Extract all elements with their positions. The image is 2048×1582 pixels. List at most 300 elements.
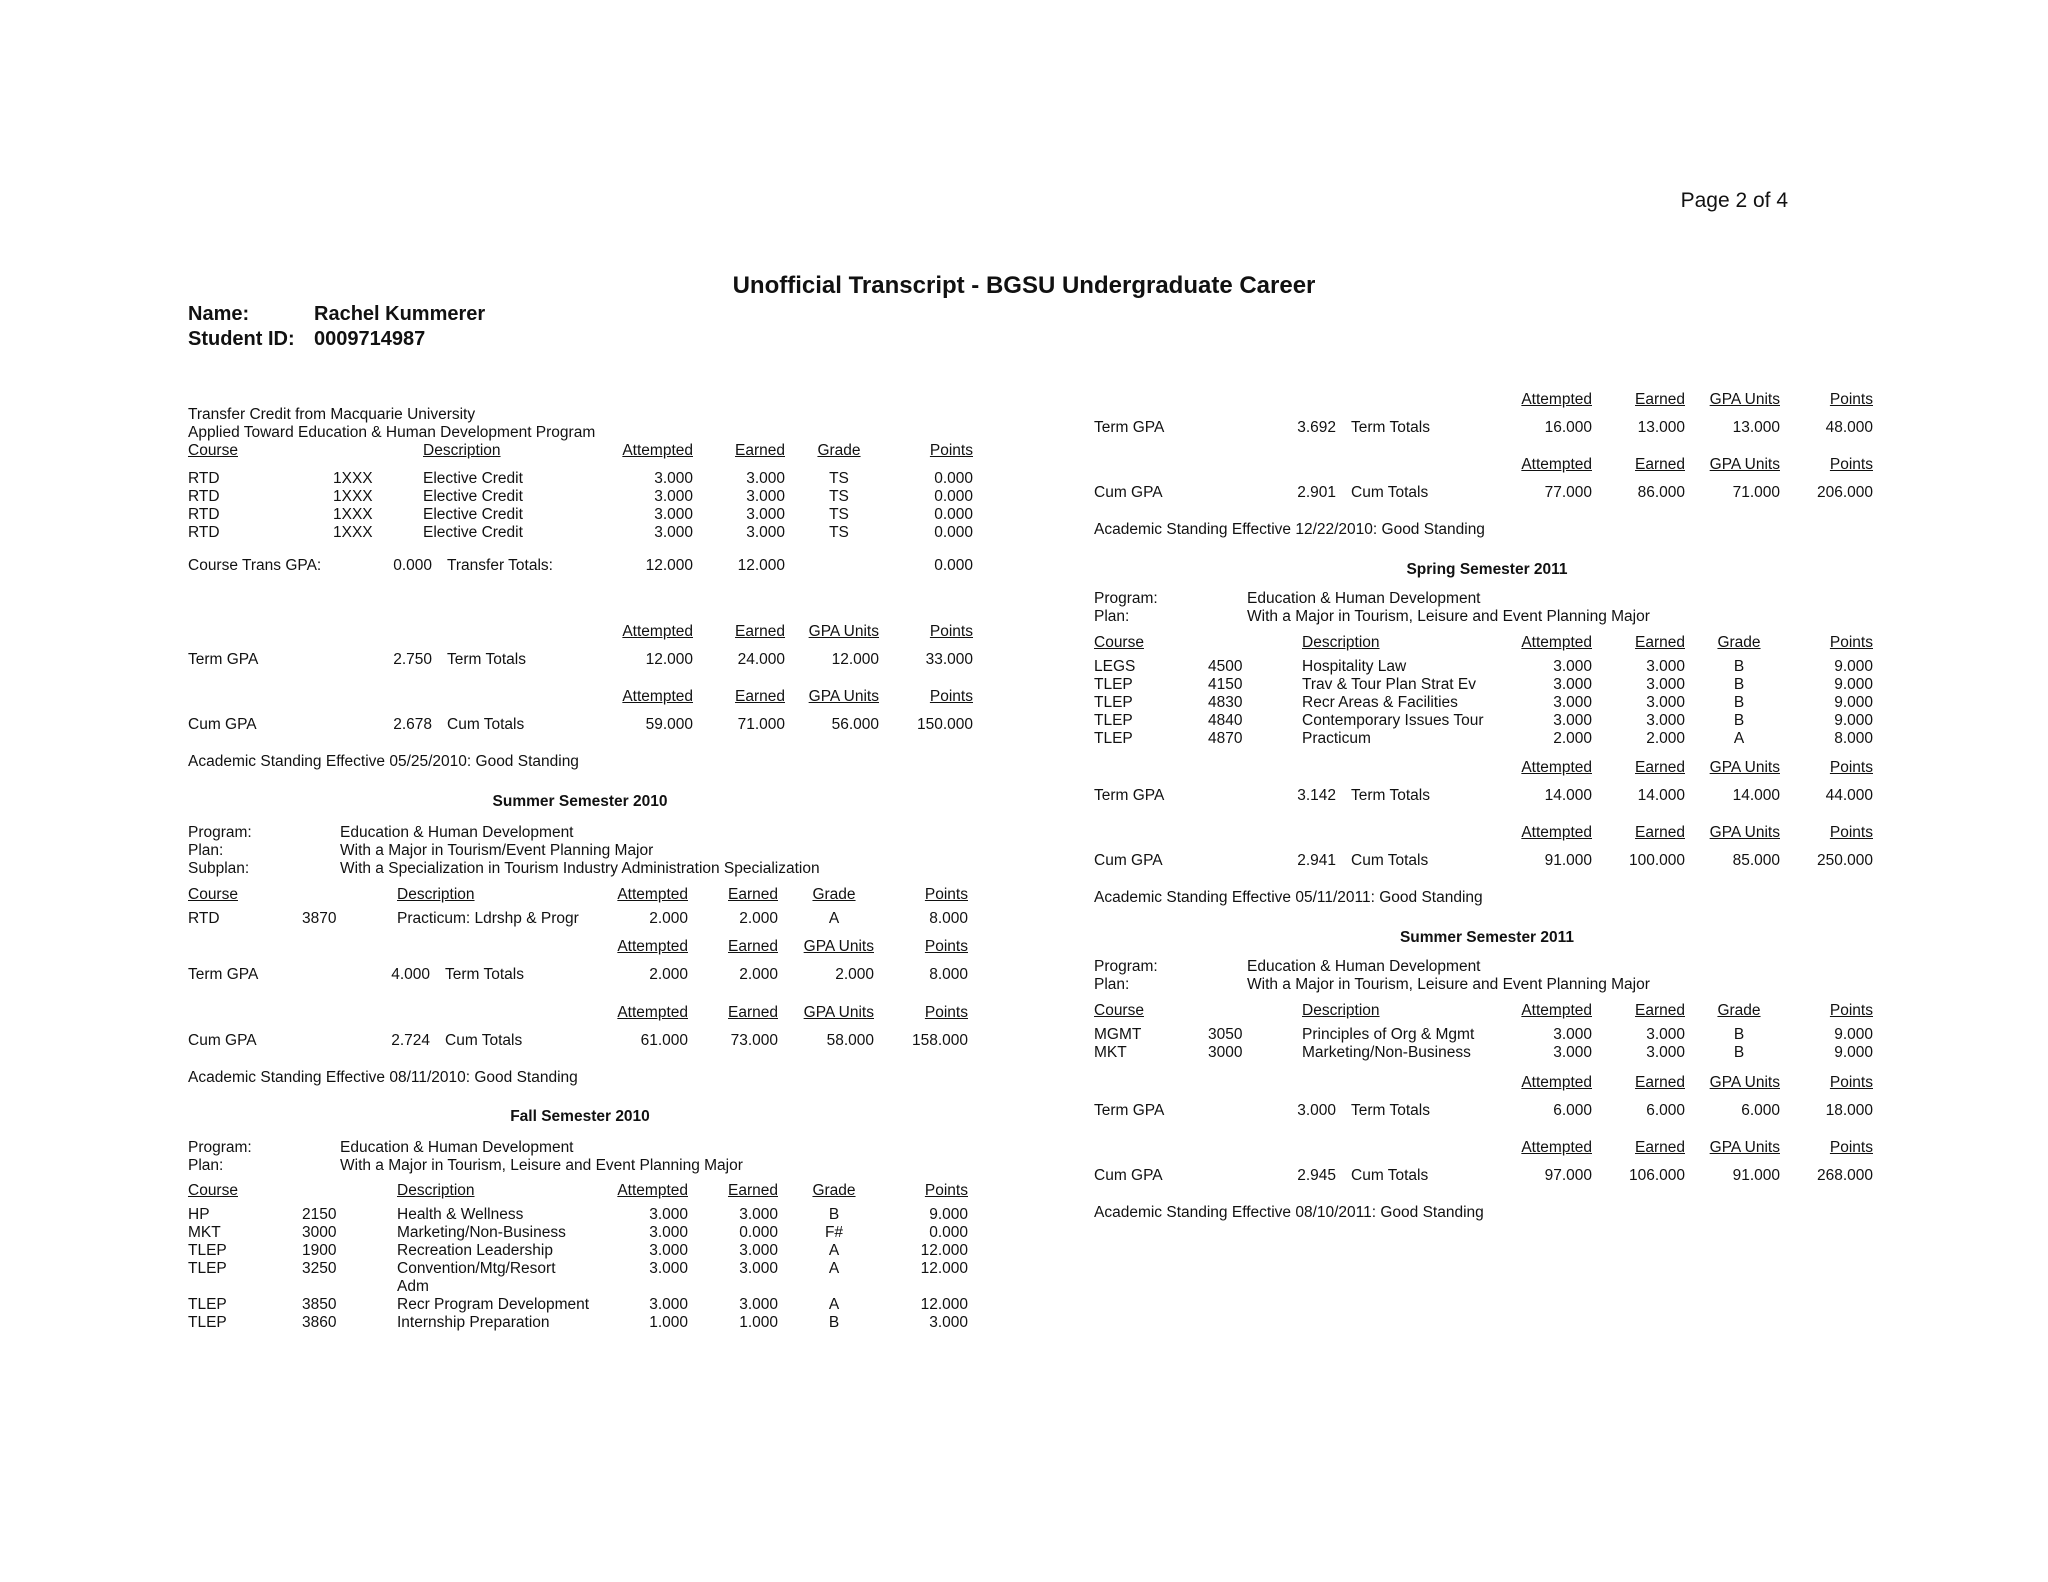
course-points: 9.000 <box>929 1206 968 1223</box>
summer2010-program-label: Program: <box>188 824 252 841</box>
course-description: Marketing/Non-Business <box>1302 1044 1471 1061</box>
course-attempted: 1.000 <box>649 1314 688 1331</box>
spring2011-term-col-gpa-units: GPA Units <box>1709 759 1780 776</box>
transfer-source: Transfer Credit from Macquarie University <box>188 406 476 423</box>
spring2010-cum-attempted: 59.000 <box>645 716 693 733</box>
course-number: 4870 <box>1208 730 1243 747</box>
fall2010-courses-col-course: Course <box>188 1182 238 1199</box>
student-id-label: Student ID: <box>188 328 295 350</box>
transfer-col-course: Course <box>188 442 238 459</box>
course-earned: 3.000 <box>739 1260 778 1277</box>
summer2011-cum-earned: 106.000 <box>1628 1167 1685 1184</box>
summer2011-cum-col-earned: Earned <box>1635 1139 1685 1156</box>
summer2011-courses-col-course: Course <box>1094 1002 1144 1019</box>
summer2011-courses-col-grade: Grade <box>1717 1002 1761 1019</box>
course-description: Practicum: Ldrshp & Progr <box>397 910 579 927</box>
spring2010-term-col-gpa-units: GPA Units <box>808 623 879 640</box>
course-attempted: 3.000 <box>649 1296 688 1313</box>
course-subject: RTD <box>188 524 220 541</box>
summer2011-term-col-earned: Earned <box>1635 1074 1685 1091</box>
course-earned: 3.000 <box>1646 1044 1685 1061</box>
summer2010-courses-col-description: Description <box>397 886 475 903</box>
course-attempted: 3.000 <box>649 1260 688 1277</box>
course-grade: A <box>828 910 840 927</box>
spring2011-term-earned: 14.000 <box>1637 787 1685 804</box>
course-description: Marketing/Non-Business <box>397 1224 566 1241</box>
course-subject: TLEP <box>1094 712 1133 729</box>
course-subject: TLEP <box>188 1242 227 1259</box>
fall2010-program-label: Program: <box>188 1139 252 1156</box>
transfer-points: 0.000 <box>934 557 973 574</box>
name-label: Name: <box>188 303 250 325</box>
course-points: 0.000 <box>934 470 973 487</box>
course-description: Contemporary Issues Tour <box>1302 712 1484 729</box>
transfer-applied: Applied Toward Education & Human Development Program <box>188 424 596 441</box>
course-grade: A <box>828 1260 840 1277</box>
spring2011-courses-col-description: Description <box>1302 634 1380 651</box>
course-points: 0.000 <box>934 488 973 505</box>
fall2010-term-gpa-label: Term GPA <box>1094 419 1165 436</box>
transfer-col-earned: Earned <box>735 442 785 459</box>
fall2010-term-gpa-units: 13.000 <box>1732 419 1780 436</box>
spring2011-cum-earned: 100.000 <box>1628 852 1685 869</box>
spring2010-cum-col-earned: Earned <box>735 688 785 705</box>
course-grade: B <box>1733 676 1745 693</box>
course-earned: 0.000 <box>739 1224 778 1241</box>
spring2010-term-col-attempted: Attempted <box>622 623 693 640</box>
spring2011-term-points: 44.000 <box>1825 787 1873 804</box>
course-description: Elective Credit <box>423 488 523 505</box>
spring2011-cum-col-points: Points <box>1829 824 1873 841</box>
course-number: 3000 <box>302 1224 337 1241</box>
course-number: 4840 <box>1208 712 1243 729</box>
summer2010-term-col-earned: Earned <box>728 938 778 955</box>
summer2011-term-earned: 6.000 <box>1646 1102 1685 1119</box>
fall2010-cum-points: 206.000 <box>1816 484 1873 501</box>
course-earned: 3.000 <box>746 506 785 523</box>
course-points: 9.000 <box>1834 694 1873 711</box>
course-description: Practicum <box>1302 730 1371 747</box>
summer2010-term-col-attempted: Attempted <box>617 938 688 955</box>
spring2011-plan-label: Plan: <box>1094 608 1130 625</box>
spring2010-cum-gpa-label: Cum GPA <box>188 716 257 733</box>
course-number: 4500 <box>1208 658 1243 675</box>
course-subject: MKT <box>188 1224 221 1241</box>
summer2011-plan-value: With a Major in Tourism, Leisure and Event Planning Major <box>1247 976 1650 993</box>
summer2010-cum-attempted: 61.000 <box>640 1032 688 1049</box>
spring2010-cum-col-gpa-units: GPA Units <box>808 688 879 705</box>
summer2010-cum-points: 158.000 <box>911 1032 968 1049</box>
course-description: Recr Areas & Facilities <box>1302 694 1458 711</box>
spring2011-standing: Academic Standing Effective 05/11/2011: Good Standing <box>1094 889 1483 906</box>
course-attempted: 2.000 <box>1553 730 1592 747</box>
summer2010-title: Summer Semester 2010 <box>492 793 668 810</box>
course-attempted: 3.000 <box>649 1206 688 1223</box>
summer2010-cum-col-points: Points <box>924 1004 968 1021</box>
course-earned: 3.000 <box>746 488 785 505</box>
course-points: 12.000 <box>920 1260 968 1277</box>
course-subject: RTD <box>188 488 220 505</box>
fall2010-courses-col-earned: Earned <box>728 1182 778 1199</box>
course-points: 9.000 <box>1834 712 1873 729</box>
course-description: Recr Program Development <box>397 1296 590 1313</box>
summer2011-program-value: Education & Human Development <box>1247 958 1481 975</box>
course-grade: B <box>1733 658 1745 675</box>
spring2011-cum-gpa-value: 2.941 <box>1297 852 1336 869</box>
course-attempted: 3.000 <box>654 506 693 523</box>
fall2010-plan-value: With a Major in Tourism, Leisure and Event Planning Major <box>340 1157 743 1174</box>
transfer-gpa-label: Course Trans GPA: <box>188 557 322 574</box>
fall2010-term-col-points: Points <box>1829 391 1873 408</box>
course-earned: 3.000 <box>1646 694 1685 711</box>
spring2011-courses-col-earned: Earned <box>1635 634 1685 651</box>
spring2011-cum-col-attempted: Attempted <box>1521 824 1592 841</box>
summer2011-cum-points: 268.000 <box>1816 1167 1873 1184</box>
spring2010-cum-points: 150.000 <box>916 716 973 733</box>
fall2010-term-col-gpa-units: GPA Units <box>1709 391 1780 408</box>
spring2011-program-value: Education & Human Development <box>1247 590 1481 607</box>
transfer-col-points: Points <box>929 442 973 459</box>
course-earned: 2.000 <box>1646 730 1685 747</box>
fall2010-courses-col-points: Points <box>924 1182 968 1199</box>
fall2010-term-points: 48.000 <box>1825 419 1873 436</box>
spring2011-cum-attempted: 91.000 <box>1544 852 1592 869</box>
summer2010-cum-gpa-value: 2.724 <box>391 1032 430 1049</box>
fall2010-cum-col-attempted: Attempted <box>1521 456 1592 473</box>
fall2010-cum-attempted: 77.000 <box>1544 484 1592 501</box>
course-grade: TS <box>829 488 849 505</box>
course-number: 3000 <box>1208 1044 1243 1061</box>
course-attempted: 3.000 <box>654 488 693 505</box>
spring2011-term-attempted: 14.000 <box>1544 787 1592 804</box>
spring2010-cum-totals-label: Cum Totals <box>447 716 525 733</box>
page-number: Page 2 of 4 <box>1680 189 1788 212</box>
course-number: 3860 <box>302 1314 337 1331</box>
spring2010-term-col-earned: Earned <box>735 623 785 640</box>
course-number: 4150 <box>1208 676 1243 693</box>
course-subject: TLEP <box>188 1296 227 1313</box>
summer2011-term-gpa-units: 6.000 <box>1741 1102 1780 1119</box>
summer2011-cum-gpa-units: 91.000 <box>1732 1167 1780 1184</box>
summer2010-courses-col-course: Course <box>188 886 238 903</box>
course-points: 9.000 <box>1834 1044 1873 1061</box>
spring2011-cum-col-gpa-units: GPA Units <box>1709 824 1780 841</box>
course-grade: F# <box>824 1224 844 1241</box>
course-description: Internship Preparation <box>397 1314 550 1331</box>
summer2010-program-value: Education & Human Development <box>340 824 574 841</box>
course-subject: MKT <box>1094 1044 1127 1061</box>
summer2011-program-label: Program: <box>1094 958 1158 975</box>
summer2010-subplan-value: With a Specialization in Tourism Industry Administration Specialization <box>340 860 820 877</box>
summer2011-term-col-points: Points <box>1829 1074 1873 1091</box>
course-earned: 3.000 <box>739 1242 778 1259</box>
summer2010-term-attempted: 2.000 <box>649 966 688 983</box>
course-points: 9.000 <box>1834 1026 1873 1043</box>
summer2011-cum-gpa-label: Cum GPA <box>1094 1167 1163 1184</box>
summer2010-cum-earned: 73.000 <box>730 1032 778 1049</box>
course-subject: TLEP <box>188 1314 227 1331</box>
fall2010-cum-gpa-value: 2.901 <box>1297 484 1336 501</box>
summer2010-term-col-gpa-units: GPA Units <box>803 938 874 955</box>
page-title: Unofficial Transcript - BGSU Undergraduate Career <box>732 272 1316 299</box>
course-grade: B <box>828 1314 840 1331</box>
course-attempted: 2.000 <box>649 910 688 927</box>
spring2011-term-gpa-value: 3.142 <box>1297 787 1336 804</box>
course-points: 12.000 <box>920 1242 968 1259</box>
spring2011-term-col-earned: Earned <box>1635 759 1685 776</box>
course-grade: TS <box>829 524 849 541</box>
fall2010-program-value: Education & Human Development <box>340 1139 574 1156</box>
fall2010-cum-gpa-label: Cum GPA <box>1094 484 1163 501</box>
fall2010-title: Fall Semester 2010 <box>510 1108 650 1125</box>
fall2010-term-col-earned: Earned <box>1635 391 1685 408</box>
spring2010-cum-col-points: Points <box>929 688 973 705</box>
summer2010-plan-label: Plan: <box>188 842 224 859</box>
course-attempted: 3.000 <box>649 1242 688 1259</box>
spring2011-term-totals-label: Term Totals <box>1351 787 1430 804</box>
spring2010-term-gpa-value: 2.750 <box>393 651 432 668</box>
summer2010-term-earned: 2.000 <box>739 966 778 983</box>
summer2011-courses-col-attempted: Attempted <box>1521 1002 1592 1019</box>
course-points: 8.000 <box>1834 730 1873 747</box>
course-number: 1XXX <box>333 470 373 487</box>
summer2010-cum-gpa-label: Cum GPA <box>188 1032 257 1049</box>
summer2011-courses-col-points: Points <box>1829 1002 1873 1019</box>
fall2010-courses-col-attempted: Attempted <box>617 1182 688 1199</box>
spring2010-term-points: 33.000 <box>925 651 973 668</box>
spring2010-cum-gpa-value: 2.678 <box>393 716 432 733</box>
spring2010-cum-gpa-units: 56.000 <box>831 716 879 733</box>
course-grade: TS <box>829 470 849 487</box>
summer2010-standing: Academic Standing Effective 08/11/2010: Good Standing <box>188 1069 578 1086</box>
spring2011-program-label: Program: <box>1094 590 1158 607</box>
summer2011-cum-col-gpa-units: GPA Units <box>1709 1139 1780 1156</box>
summer2011-term-col-attempted: Attempted <box>1521 1074 1592 1091</box>
course-number: 3870 <box>302 910 337 927</box>
transfer-col-grade: Grade <box>817 442 861 459</box>
student-id: 0009714987 <box>314 328 426 350</box>
transfer-col-attempted: Attempted <box>622 442 693 459</box>
course-points: 0.000 <box>934 506 973 523</box>
course-earned: 3.000 <box>1646 712 1685 729</box>
course-description: Trav & Tour Plan Strat Ev <box>1302 676 1477 693</box>
course-attempted: 3.000 <box>1553 1026 1592 1043</box>
summer2011-cum-attempted: 97.000 <box>1544 1167 1592 1184</box>
summer2011-term-col-gpa-units: GPA Units <box>1709 1074 1780 1091</box>
fall2010-cum-totals-label: Cum Totals <box>1351 484 1429 501</box>
summer2011-term-points: 18.000 <box>1825 1102 1873 1119</box>
course-grade: B <box>1733 1044 1745 1061</box>
fall2010-courses-col-description: Description <box>397 1182 475 1199</box>
spring2011-courses-col-grade: Grade <box>1717 634 1761 651</box>
course-number: 2150 <box>302 1206 337 1223</box>
summer2010-term-gpa-value: 4.000 <box>391 966 430 983</box>
course-points: 12.000 <box>920 1296 968 1313</box>
summer2011-cum-col-attempted: Attempted <box>1521 1139 1592 1156</box>
course-description: Convention/Mtg/Resort <box>397 1260 556 1277</box>
course-number: 3050 <box>1208 1026 1243 1043</box>
course-number: 3850 <box>302 1296 337 1313</box>
course-description: Elective Credit <box>423 524 523 541</box>
transfer-gpa: 0.000 <box>393 557 432 574</box>
course-number: 1XXX <box>333 506 373 523</box>
course-earned: 1.000 <box>739 1314 778 1331</box>
course-points: 9.000 <box>1834 658 1873 675</box>
spring2011-cum-totals-label: Cum Totals <box>1351 852 1429 869</box>
course-attempted: 3.000 <box>649 1224 688 1241</box>
course-description: Principles of Org & Mgmt <box>1302 1026 1475 1043</box>
spring2011-plan-value: With a Major in Tourism, Leisure and Event Planning Major <box>1247 608 1650 625</box>
summer2010-term-col-points: Points <box>924 938 968 955</box>
course-grade: A <box>828 1296 840 1313</box>
fall2010-term-gpa-value: 3.692 <box>1297 419 1336 436</box>
summer2010-plan-value: With a Major in Tourism/Event Planning Major <box>340 842 654 859</box>
summer2010-term-gpa-units: 2.000 <box>835 966 874 983</box>
spring2010-term-earned: 24.000 <box>737 651 785 668</box>
summer2011-courses-col-description: Description <box>1302 1002 1380 1019</box>
summer2011-cum-col-points: Points <box>1829 1139 1873 1156</box>
fall2010-cum-col-gpa-units: GPA Units <box>1709 456 1780 473</box>
summer2011-title: Summer Semester 2011 <box>1399 929 1575 946</box>
transfer-col-description: Description <box>423 442 501 459</box>
summer2010-cum-col-attempted: Attempted <box>617 1004 688 1021</box>
spring2011-cum-gpa-units: 85.000 <box>1732 852 1780 869</box>
course-grade: A <box>828 1242 840 1259</box>
summer2010-cum-col-gpa-units: GPA Units <box>803 1004 874 1021</box>
summer2010-term-points: 8.000 <box>929 966 968 983</box>
course-attempted: 3.000 <box>1553 658 1592 675</box>
course-grade: TS <box>829 506 849 523</box>
course-earned: 3.000 <box>746 524 785 541</box>
course-description: Hospitality Law <box>1302 658 1407 675</box>
course-grade: B <box>1733 694 1745 711</box>
course-subject: RTD <box>188 910 220 927</box>
spring2011-cum-points: 250.000 <box>1816 852 1873 869</box>
course-subject: MGMT <box>1094 1026 1142 1043</box>
course-number: 1XXX <box>333 488 373 505</box>
course-subject: RTD <box>188 506 220 523</box>
spring2010-term-gpa-units: 12.000 <box>831 651 879 668</box>
fall2010-courses-col-grade: Grade <box>812 1182 856 1199</box>
summer2010-cum-totals-label: Cum Totals <box>445 1032 523 1049</box>
course-attempted: 3.000 <box>654 524 693 541</box>
summer2011-cum-totals-label: Cum Totals <box>1351 1167 1429 1184</box>
spring2010-term-attempted: 12.000 <box>645 651 693 668</box>
course-subject: TLEP <box>1094 694 1133 711</box>
course-description: Health & Wellness <box>397 1206 524 1223</box>
summer2010-cum-col-earned: Earned <box>728 1004 778 1021</box>
summer2010-term-gpa-label: Term GPA <box>188 966 259 983</box>
course-attempted: 3.000 <box>1553 1044 1592 1061</box>
spring2011-courses-col-points: Points <box>1829 634 1873 651</box>
course-grade: B <box>1733 1026 1745 1043</box>
fall2010-cum-col-points: Points <box>1829 456 1873 473</box>
fall2010-term-totals-label: Term Totals <box>1351 419 1430 436</box>
summer2011-term-gpa-value: 3.000 <box>1297 1102 1336 1119</box>
spring2010-standing: Academic Standing Effective 05/25/2010: Good Standing <box>188 753 579 770</box>
fall2010-standing: Academic Standing Effective 12/22/2010: Good Standing <box>1094 521 1485 538</box>
course-earned: 2.000 <box>739 910 778 927</box>
summer2010-cum-gpa-units: 58.000 <box>826 1032 874 1049</box>
spring2011-title: Spring Semester 2011 <box>1406 561 1568 578</box>
summer2011-term-attempted: 6.000 <box>1553 1102 1592 1119</box>
spring2010-term-col-points: Points <box>929 623 973 640</box>
spring2011-term-gpa-units: 14.000 <box>1732 787 1780 804</box>
course-points: 0.000 <box>929 1224 968 1241</box>
transfer-attempted: 12.000 <box>645 557 693 574</box>
course-earned: 3.000 <box>1646 658 1685 675</box>
course-subject: RTD <box>188 470 220 487</box>
spring2010-cum-col-attempted: Attempted <box>622 688 693 705</box>
course-attempted: 3.000 <box>654 470 693 487</box>
course-attempted: 3.000 <box>1553 676 1592 693</box>
summer2011-courses-col-earned: Earned <box>1635 1002 1685 1019</box>
course-number: 4830 <box>1208 694 1243 711</box>
course-description: Recreation Leadership <box>397 1242 553 1259</box>
transfer-totals-label: Transfer Totals: <box>447 557 553 574</box>
summer2011-standing: Academic Standing Effective 08/10/2011: Good Standing <box>1094 1204 1484 1221</box>
course-subject: TLEP <box>188 1260 227 1277</box>
course-subject: TLEP <box>1094 730 1133 747</box>
spring2010-cum-earned: 71.000 <box>737 716 785 733</box>
spring2011-term-col-attempted: Attempted <box>1521 759 1592 776</box>
spring2011-cum-gpa-label: Cum GPA <box>1094 852 1163 869</box>
course-earned: 3.000 <box>1646 1026 1685 1043</box>
course-subject: LEGS <box>1094 658 1136 675</box>
course-points: 8.000 <box>929 910 968 927</box>
course-subject: TLEP <box>1094 676 1133 693</box>
course-subject: HP <box>188 1206 210 1223</box>
summer2011-cum-gpa-value: 2.945 <box>1297 1167 1336 1184</box>
course-points: 0.000 <box>934 524 973 541</box>
course-number: 3250 <box>302 1260 337 1277</box>
transfer-earned: 12.000 <box>737 557 785 574</box>
course-number: 1900 <box>302 1242 337 1259</box>
course-grade: A <box>1733 730 1745 747</box>
spring2011-courses-col-attempted: Attempted <box>1521 634 1592 651</box>
spring2010-term-totals-label: Term Totals <box>447 651 526 668</box>
course-earned: 3.000 <box>739 1296 778 1313</box>
course-attempted: 3.000 <box>1553 712 1592 729</box>
summer2010-subplan-label: Subplan: <box>188 860 250 877</box>
course-grade: B <box>828 1206 840 1223</box>
course-description: Elective Credit <box>423 470 523 487</box>
student-name: Rachel Kummerer <box>314 303 486 325</box>
summer2011-term-gpa-label: Term GPA <box>1094 1102 1165 1119</box>
spring2011-cum-col-earned: Earned <box>1635 824 1685 841</box>
summer2010-courses-col-earned: Earned <box>728 886 778 903</box>
course-description-cont: Adm <box>397 1278 429 1295</box>
summer2010-courses-col-grade: Grade <box>812 886 856 903</box>
course-earned: 3.000 <box>746 470 785 487</box>
course-earned: 3.000 <box>1646 676 1685 693</box>
course-points: 9.000 <box>1834 676 1873 693</box>
fall2010-term-col-attempted: Attempted <box>1521 391 1592 408</box>
fall2010-cum-earned: 86.000 <box>1637 484 1685 501</box>
summer2010-courses-col-attempted: Attempted <box>617 886 688 903</box>
spring2010-term-gpa-label: Term GPA <box>188 651 259 668</box>
spring2011-term-col-points: Points <box>1829 759 1873 776</box>
summer2011-plan-label: Plan: <box>1094 976 1130 993</box>
course-points: 3.000 <box>929 1314 968 1331</box>
fall2010-cum-col-earned: Earned <box>1635 456 1685 473</box>
fall2010-plan-label: Plan: <box>188 1157 224 1174</box>
summer2010-term-totals-label: Term Totals <box>445 966 524 983</box>
fall2010-term-earned: 13.000 <box>1637 419 1685 436</box>
spring2011-courses-col-course: Course <box>1094 634 1144 651</box>
course-grade: B <box>1733 712 1745 729</box>
course-description: Elective Credit <box>423 506 523 523</box>
